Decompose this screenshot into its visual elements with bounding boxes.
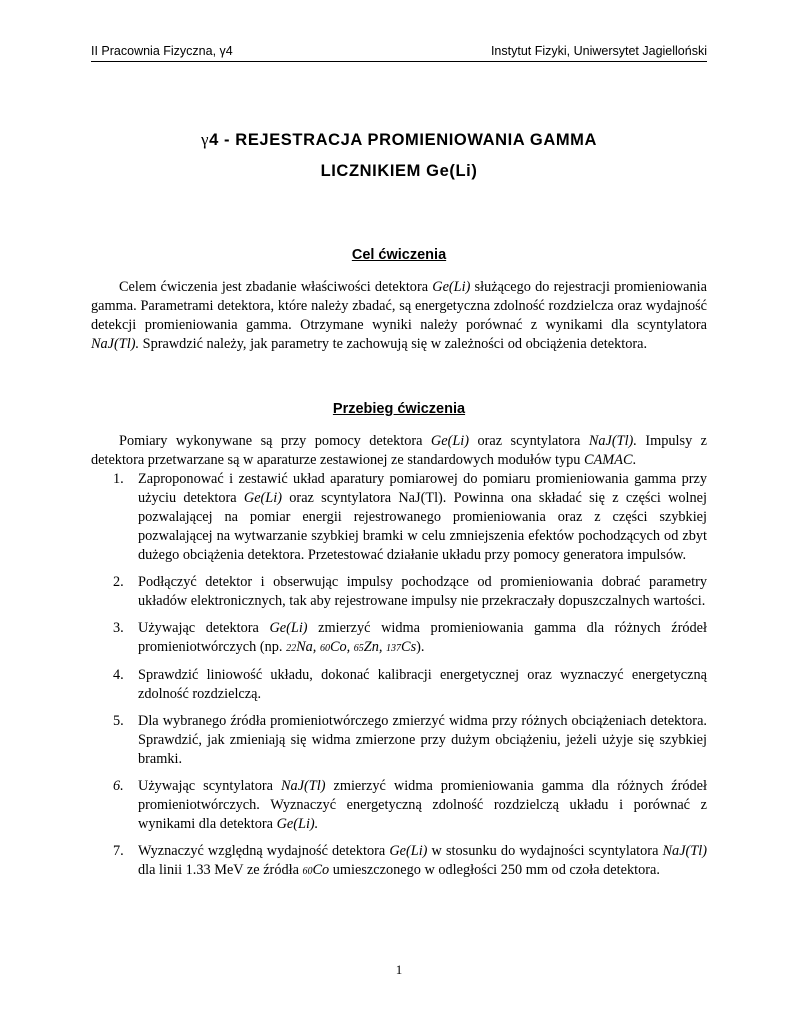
list-item-number: 7. <box>113 843 124 859</box>
list-item: 5. Dla wybranego źródła promieniotwórczego zmierzyć widma przy różnych obciążeniach detektora. Sprawdzić, jak zmieniają się widma zmierzone przy dużym obciążeniu, jeżeli użyje się szybkiej bramki. <box>113 713 707 767</box>
document-title-line-1 <box>91 130 707 150</box>
page-header <box>91 43 707 62</box>
list-item: 4. Sprawdzić liniowość układu, dokonać kalibracji energetycznej oraz wyznaczyć energetyczną zdolność rozdzielczą. <box>113 667 707 702</box>
list-item-number: 3. <box>113 620 124 636</box>
list-item-number: 2. <box>113 574 124 590</box>
procedure-intro-paragraph: Pomiary wykonywane są przy pomocy detektora Ge(Li) oraz scyntylatora NaJ(Tl). Impulsy z detektora przetwarzane są w aparaturze zestawionej ze standardowych modułów typu CAMAC. <box>91 433 708 468</box>
list-item: 2. Podłączyć detektor i obserwując impulsy pochodzące od promieniowania dobrać parametry układów elektronicznych, tak aby rejestrowane impulsy nie przekraczały dopuszczalnych wartości. <box>113 574 707 609</box>
list-item: 6. Używając scyntylatora NaJ(Tl) zmierzyć widma promieniowania gamma dla różnych źródeł promieniotwórczych. Wyznaczyć energetyczną zdolność rozdzielczą układu i porównać z wynikami dla detektora Ge(Li). <box>113 778 707 832</box>
list-item-number: 6. <box>113 778 124 794</box>
section-heading-procedure: Przebieg ćwiczenia <box>332 401 466 417</box>
header-institute-label: Instytut Fizyki, Uniwersytet Jagielloński <box>490 44 707 58</box>
document-title-line-2: LICZNIKIEM Ge(Li) <box>320 162 478 180</box>
page-number: 1 <box>395 962 403 977</box>
title-text-1: 4 - REJESTRACJA PROMIENIOWANIA GAMMA <box>209 131 598 149</box>
list-item-number: 4. <box>113 667 124 683</box>
list-item: 1. Zaproponować i zestawić układ aparatury pomiarowej do pomiaru promieniowania gamma przy użyciu detektora Ge(Li) oraz scyntylatora NaJ(Tl). Powinna ona składać się z części wolnej pozwalającej na pomiar energii rejestrowanego promieniowania oraz z części szybkiej pozwalającej na wytwarzanie szybkiej bramki w celu zmniejszenia efektów pochodzących od zbyt dużego obciążenia detektora. Przetestować działanie układu przy pomocy generatora impulsów. <box>113 471 707 563</box>
list-item: 3. Używając detektora Ge(Li) zmierzyć widma promieniowania gamma dla różnych źródeł promieniotwórczych (np. 22Na, 60Co, 65Zn, 137Cs). <box>113 620 707 655</box>
list-item: 7. Wyznaczyć względną wydajność detektora Ge(Li) w stosunku do wydajności scyntylatora NaJ(Tl) dla linii 1.33 MeV ze źródła 60Co umieszczonego w odległości 250 mm od czoła detektora. <box>113 843 707 878</box>
list-item-number: 5. <box>113 713 124 729</box>
section-heading-goal: Cel ćwiczenia <box>351 247 447 263</box>
gamma-symbol: γ <box>200 130 210 149</box>
list-item-number: 1. <box>113 471 124 487</box>
header-course-label: II Pracownia Fizyczna, γ4 <box>91 44 233 58</box>
procedure-steps-list <box>113 470 707 889</box>
goal-paragraph: Celem ćwiczenia jest zbadanie właściwości detektora Ge(Li) służącego do rejestracji promieniowania gamma. Parametrami detektora, które należy zbadać, są energetyczna zdolność rozdzielcza oraz wydajność detekcji promieniowania gamma. Otrzymane wyniki należy porównać z wynikami dla scyntylatora NaJ(Tl). Sprawdzić należy, jak parametry te zachowują się w zależności od obciążenia detektora. <box>91 279 707 352</box>
